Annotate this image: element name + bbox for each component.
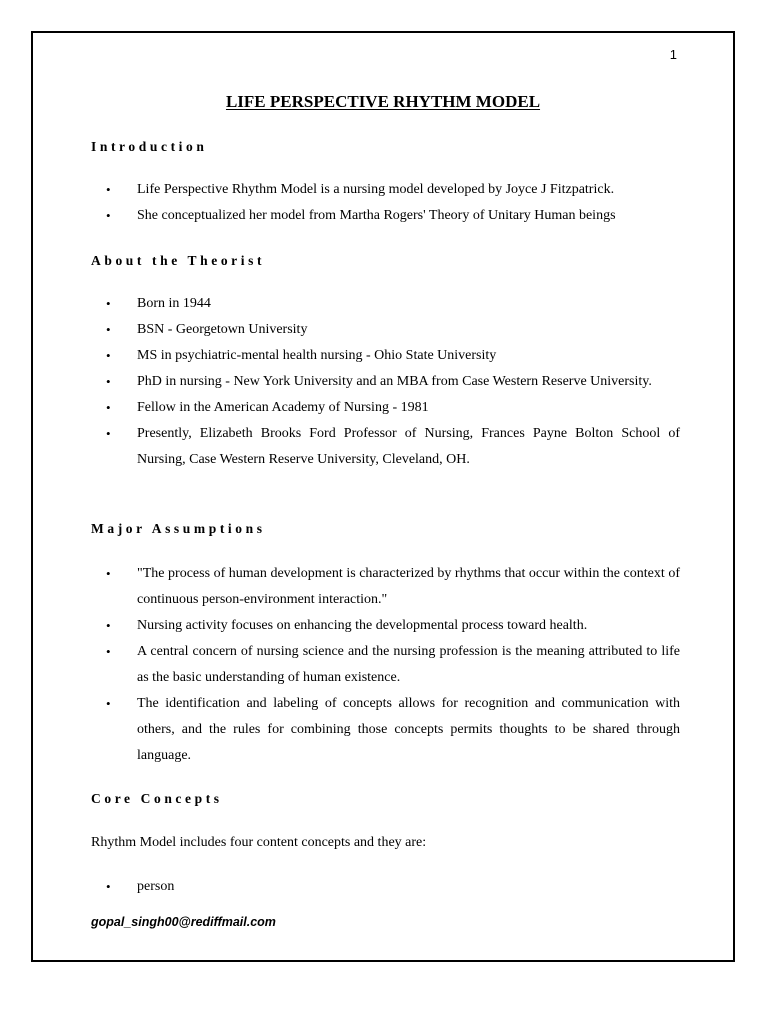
core-concepts-list xyxy=(106,874,680,900)
heading-core-concepts: Core Concepts xyxy=(91,791,223,806)
list-item: • She conceptualized her model from Martha Rogers' Theory of Unitary Human beings xyxy=(106,203,680,229)
page-number: 1 xyxy=(669,47,677,62)
about-theorist-list xyxy=(106,291,680,473)
list-item: • Life Perspective Rhythm Model is a nursing model developed by Joyce J Fitzpatrick. xyxy=(106,177,680,203)
list-item: • BSN - Georgetown University xyxy=(106,317,680,343)
list-item: • Presently, Elizabeth Brooks Ford Professor of Nursing, Frances Payne Bolton School of Nursing, Case Western Reserve University, Cleveland, OH. xyxy=(106,421,680,473)
list-item: • The identification and labeling of concepts allows for recognition and communication with others, and the rules for combining those concepts permits thoughts to be shared through language. xyxy=(106,691,680,769)
footer-email: gopal_singh00@rediffmail.com xyxy=(91,915,276,929)
list-item: • "The process of human development is characterized by rhythms that occur within the context of continuous person-environment interaction." xyxy=(106,561,680,613)
list-item: • MS in psychiatric-mental health nursing - Ohio State University xyxy=(106,343,680,369)
major-assumptions-list xyxy=(106,561,680,769)
list-item: • Fellow in the American Academy of Nursing - 1981 xyxy=(106,395,680,421)
list-item: • Born in 1944 xyxy=(106,291,680,317)
heading-introduction: Introduction xyxy=(91,139,208,154)
heading-about-theorist: About the Theorist xyxy=(91,253,266,268)
core-concepts-intro: Rhythm Model includes four content concepts and they are: xyxy=(91,835,427,850)
list-item: • Nursing activity focuses on enhancing the developmental process toward health. xyxy=(106,613,680,639)
list-item: • person xyxy=(106,874,680,900)
list-item: • A central concern of nursing science and the nursing profession is the meaning attributed to life as the basic understanding of human existence. xyxy=(106,639,680,691)
document-title: LIFE PERSPECTIVE RHYTHM MODEL xyxy=(225,92,541,111)
introduction-list xyxy=(106,177,680,229)
list-item: • PhD in nursing - New York University and an MBA from Case Western Reserve University. xyxy=(106,369,680,395)
document-page xyxy=(31,31,735,962)
heading-major-assumptions: Major Assumptions xyxy=(91,521,266,536)
